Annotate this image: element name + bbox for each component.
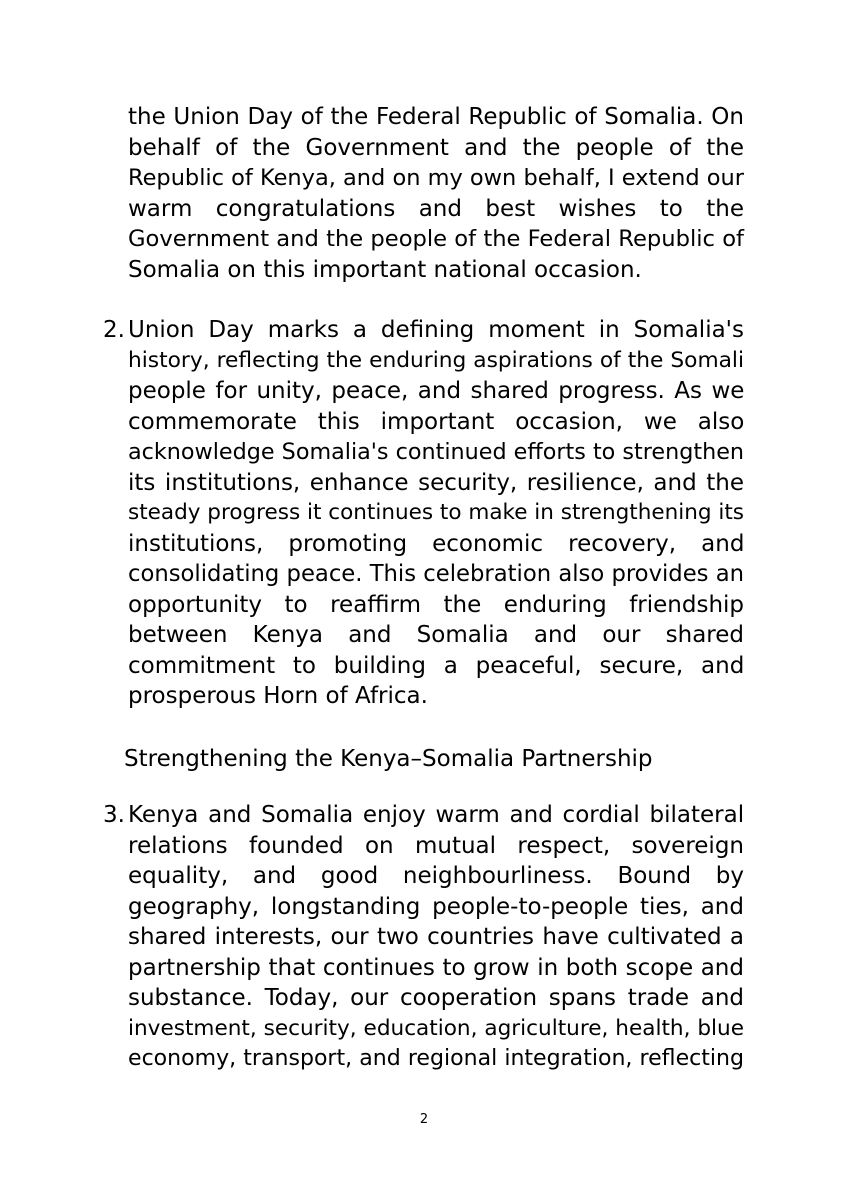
paragraph-line: Republic of Kenya, and on my own behalf, I extend our <box>128 165 744 191</box>
paragraph-line: equality, and good neighbourliness. Bound by <box>128 863 744 889</box>
paragraph-3-number: 3. <box>103 802 125 828</box>
section-heading: Strengthening the Kenya–Somalia Partnership <box>124 746 653 772</box>
paragraph-line: partnership that continues to grow in both scope and <box>128 954 744 981</box>
paragraph-line: the Union Day of the Federal Republic of Somalia. On <box>128 104 744 130</box>
paragraph-line: shared interests, our two countries have cultivated a <box>128 924 744 950</box>
paragraph-2 <box>128 315 744 712</box>
paragraph-line: between Kenya and Somalia and our shared <box>128 622 744 648</box>
paragraph-line: economy, transport, and regional integration, reflecting <box>128 1046 744 1071</box>
paragraph-line: steady progress it continues to make in strengthening its <box>128 500 744 525</box>
paragraph-line: substance. Today, our cooperation spans trade and <box>128 985 744 1011</box>
page-number: 2 <box>419 1112 429 1127</box>
paragraph-line: relations founded on mutual respect, sovereign <box>128 832 744 859</box>
paragraph-line: its institutions, enhance security, resilience, and the <box>128 469 744 496</box>
paragraph-line: geography, longstanding people-to-people ties, and <box>128 893 744 920</box>
paragraph-line: history, reflecting the enduring aspirations of the Somali <box>128 347 744 373</box>
paragraph-line: Somalia on this important national occasion. <box>128 256 642 283</box>
paragraph-line: commitment to building a peaceful, secure, and <box>128 652 745 679</box>
paragraph-line: acknowledge Somalia's continued efforts to strengthen <box>128 439 744 465</box>
paragraph-3 <box>128 800 744 1075</box>
paragraph-line: investment, security, education, agriculture, health, blue <box>128 1015 744 1041</box>
paragraph-line: people for unity, peace, and shared progress. As we <box>128 378 745 404</box>
paragraph-line: institutions, promoting economic recovery, and <box>128 530 745 557</box>
paragraph-2-number: 2. <box>103 317 125 343</box>
paragraph-line: warm congratulations and best wishes to the <box>128 195 744 222</box>
paragraph-line: Kenya and Somalia enjoy warm and cordial bilateral <box>128 802 745 828</box>
paragraph-line: consolidating peace. This celebration also provides an <box>128 561 744 587</box>
paragraph-line: opportunity to reaffirm the enduring friendship <box>128 591 745 618</box>
paragraph-line: Union Day marks a defining moment in Somalia's <box>128 317 744 343</box>
paragraph-line: Government and the people of the Federal Republic of <box>128 226 744 252</box>
paragraph-line: behalf of the Government and the people of the <box>128 134 744 161</box>
paragraph-1 <box>128 102 744 285</box>
paragraph-line: commemorate this important occasion, we also <box>128 408 745 435</box>
paragraph-line: prosperous Horn of Africa. <box>128 683 428 709</box>
